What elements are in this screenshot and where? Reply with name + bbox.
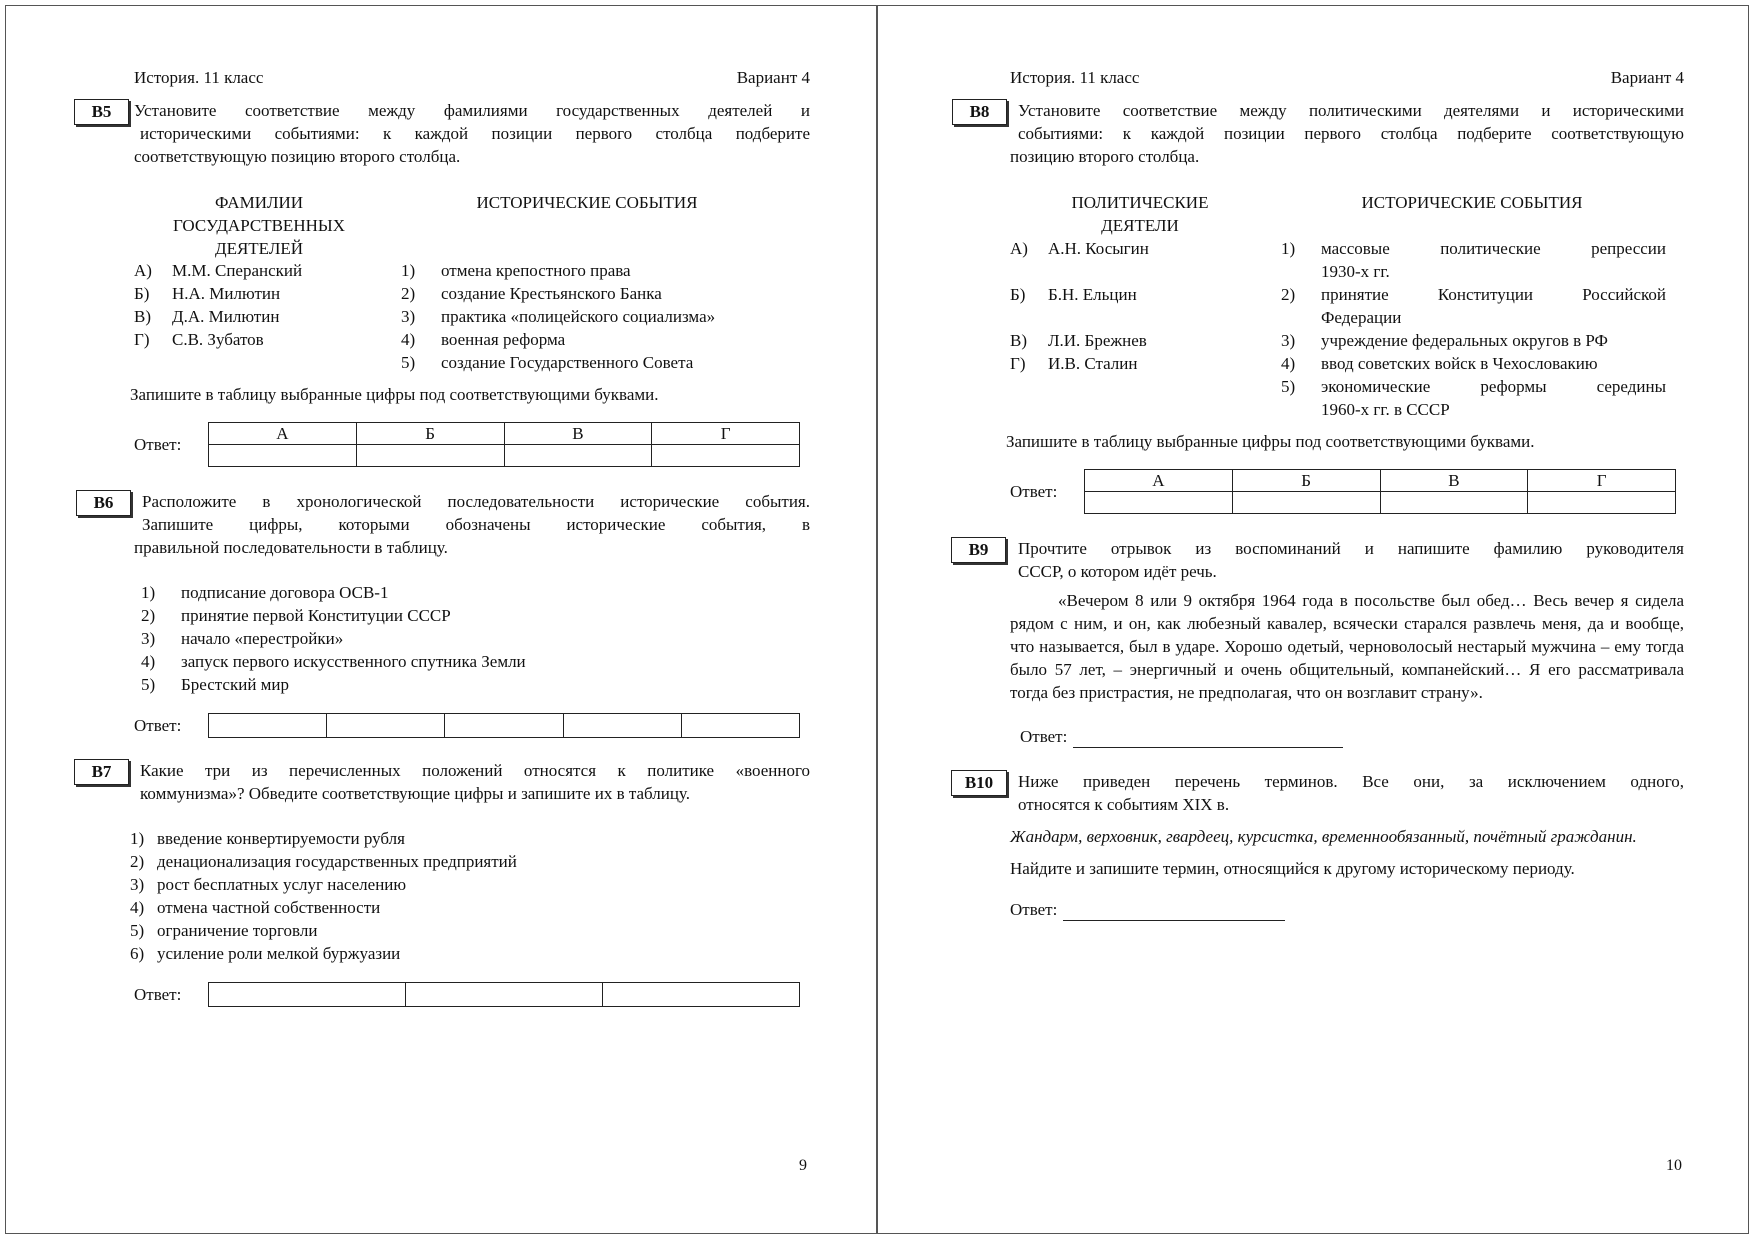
item-text: создание Крестьянского Банка: [441, 284, 662, 303]
answer-cell[interactable]: [504, 445, 652, 467]
answer-cell[interactable]: [1380, 492, 1528, 514]
answer-cell[interactable]: [209, 714, 327, 738]
item-name: Д.А. Милютин: [172, 307, 280, 326]
task-b8: [969, 99, 1684, 514]
right-page-content: [964, 66, 1684, 921]
list-item: [1281, 237, 1666, 283]
item-text: запуск первого искусственного спутника Земли: [181, 652, 526, 671]
item-text: Брестский мир: [181, 675, 290, 694]
b5-match-lists: [134, 259, 810, 374]
task-b9-text: [1010, 537, 1684, 583]
answer-cell[interactable]: [1528, 492, 1676, 514]
item-text-line: принятие Конституции Российской: [1321, 285, 1666, 304]
answer-label: Ответ:: [1010, 482, 1058, 501]
item-number: 4): [401, 330, 416, 349]
task-b5-text: [134, 99, 810, 168]
task-b9: [968, 537, 1684, 748]
answer-col-header: Г: [1528, 470, 1676, 492]
b8-match-lists: [1010, 237, 1684, 421]
task-text-line: относятся к событиям XIX в.: [1018, 795, 1230, 814]
item-text: учреждение федеральных округов в РФ: [1321, 331, 1608, 350]
item-number: 2): [1281, 285, 1296, 304]
col-head-line: ПОЛИТИЧЕСКИЕ: [1071, 193, 1209, 212]
item-text: [1321, 283, 1666, 329]
answer-cell[interactable]: [603, 983, 800, 1007]
item-text: ввод советских войск в Чехословакию: [1321, 354, 1598, 373]
item-number: 5): [130, 921, 145, 940]
b6-answer-table: [208, 713, 800, 738]
task-text-line: историческими событиями: к каждой позиции первого столбца подберите: [140, 124, 810, 143]
task-b7: [91, 759, 810, 1007]
list-item: [141, 604, 810, 627]
task-b8-text: [1010, 99, 1684, 168]
subject-label: История. 11 класс: [1010, 68, 1140, 87]
task-id-b8: B8: [952, 99, 1007, 125]
item-text: усиление роли мелкой буржуазии: [157, 944, 401, 963]
answer-col-header: А: [209, 423, 357, 445]
answer-cell[interactable]: [327, 714, 445, 738]
item-number: 3): [401, 307, 416, 326]
b8-instruction: Запишите в таблицу выбранные цифры под соответствующими буквами.: [1006, 432, 1535, 451]
task-id-b6: B6: [76, 490, 131, 516]
b8-answer: [1010, 469, 1684, 514]
answer-cell[interactable]: [1232, 492, 1380, 514]
item-text: введение конвертируемости рубля: [157, 829, 405, 848]
b7-answer: [134, 982, 810, 1007]
item-letter: А): [1010, 239, 1028, 258]
answer-col-header: В: [1380, 470, 1528, 492]
answer-label: Ответ:: [134, 985, 182, 1004]
list-item: [130, 896, 810, 919]
left-page-content: [91, 66, 810, 1007]
subject-label: История. 11 класс: [134, 68, 264, 87]
list-item: [1281, 329, 1666, 352]
page-header: [1010, 66, 1684, 89]
item-name: А.Н. Косыгин: [1048, 239, 1149, 258]
item-text: [1321, 237, 1666, 283]
list-item: [401, 282, 715, 305]
item-text-line: массовые политические репрессии: [1321, 239, 1666, 258]
b10-terms: Жандарм, верховник, гвардеец, курсистка, временнообязанный, почётный гражданин.: [1010, 827, 1637, 846]
list-item: [401, 305, 715, 328]
item-text: подписание договора ОСВ-1: [181, 583, 389, 602]
list-item: [134, 305, 302, 328]
task-text-line: Ниже приведен перечень терминов. Все они, за исключением одного,: [1018, 772, 1684, 791]
task-text-line: Установите соответствие между политическими деятелями и историческими: [1018, 101, 1684, 120]
item-text: денационализация государственных предприятий: [157, 852, 517, 871]
list-item: [130, 850, 810, 873]
item-text-line: экономические реформы середины: [1321, 377, 1666, 396]
list-item: [141, 581, 810, 604]
variant-label: Вариант 4: [1610, 68, 1684, 87]
answer-cell[interactable]: [406, 983, 603, 1007]
item-number: 5): [141, 675, 156, 694]
item-text: отмена частной собственности: [157, 898, 381, 917]
item-number: 5): [1281, 377, 1296, 396]
item-text-line: Федерации: [1321, 308, 1402, 327]
b5-right-list: [401, 259, 715, 374]
list-item: [1010, 237, 1250, 283]
b5-answer: [134, 422, 810, 467]
page-header: [134, 66, 810, 89]
answer-cell[interactable]: [209, 445, 357, 467]
task-id-b5: B5: [74, 99, 129, 125]
col-head-line: ГОСУДАРСТВЕННЫХ: [173, 216, 345, 235]
task-text-line: коммунизма»? Обведите соответствующие цифры и запишите их в таблицу.: [140, 784, 690, 803]
list-item: [141, 673, 810, 696]
item-text: ограничение торговли: [157, 921, 318, 940]
list-item: [134, 259, 302, 282]
item-text: рост бесплатных услуг населению: [157, 875, 407, 894]
b10-answer: [1010, 898, 1684, 921]
item-text: практика «полицейского социализма»: [441, 307, 716, 326]
answer-blank[interactable]: [1073, 730, 1343, 748]
answer-col-header: В: [504, 423, 652, 445]
answer-cell[interactable]: [1085, 492, 1233, 514]
answer-cell[interactable]: [209, 983, 406, 1007]
list-item: [401, 259, 715, 282]
answer-label: Ответ:: [134, 435, 182, 454]
b6-answer: [134, 713, 810, 738]
b9-quote: «Вечером 8 или 9 октября 1964 года в посольстве был обед… Весь вечер я сидела рядом с ним, и он, как любезный кавалер, всячески старался развлечь меня, да и вообще, что называется, был в ударе. Хорошо одетый, черноволосый нестарый мужчина – ему тогда было 57 лет, – энергичный и очень общительный, компанейский… Я его рассматривала тогда без пристрастия, не предполагая, что он возглавит страну».: [1010, 591, 1684, 702]
b8-col2-head: ИСТОРИЧЕСКИЕ СОБЫТИЯ: [1361, 193, 1583, 212]
col-head-line: ФАМИЛИИ: [214, 193, 304, 212]
task-id-b9: B9: [951, 537, 1006, 563]
task-text-line: соответствующую позицию второго столбца.: [134, 147, 461, 166]
task-b7-text: [134, 759, 810, 805]
task-b10-text: [1010, 770, 1684, 816]
answer-label: Ответ:: [1010, 900, 1058, 919]
item-name: И.В. Сталин: [1048, 354, 1138, 373]
item-name: М.М. Сперанский: [172, 261, 303, 280]
page-number: 10: [1666, 1157, 1682, 1174]
task-text-line: событиями: к каждой позиции первого столбца подберите соответствующую: [1018, 124, 1684, 143]
answer-label: Ответ:: [1020, 727, 1068, 746]
item-number: 2): [141, 606, 156, 625]
b5-answer-table: [208, 422, 800, 467]
item-letter: В): [134, 307, 151, 326]
answer-cell[interactable]: [652, 445, 800, 467]
list-item: [130, 919, 810, 942]
list-item: [401, 328, 715, 351]
task-b5: [91, 99, 810, 467]
item-number: 1): [401, 261, 416, 280]
item-text-line: 1960-х гг. в СССР: [1321, 400, 1450, 419]
item-letter: Б): [134, 284, 150, 303]
answer-label: Ответ:: [134, 716, 182, 735]
list-item: [130, 873, 810, 896]
b5-left-list: [134, 190, 302, 351]
item-letter: Б): [1010, 285, 1026, 304]
task-id-b10: B10: [951, 770, 1007, 796]
b9-answer: [1020, 725, 1684, 748]
answer-cell[interactable]: [356, 445, 504, 467]
answer-col-header: А: [1085, 470, 1233, 492]
item-number: 1): [130, 829, 145, 848]
task-id-b7: B7: [74, 759, 129, 785]
item-number: 1): [1281, 239, 1296, 258]
item-text: военная реформа: [441, 330, 566, 349]
task-text-line: Какие три из перечисленных положений относятся к политике «военного: [140, 761, 810, 780]
item-number: 5): [401, 353, 416, 372]
b8-column-headers: [1010, 191, 1684, 237]
item-name: Л.И. Брежнев: [1048, 331, 1147, 350]
item-number: 3): [141, 629, 156, 648]
item-letter: Г): [134, 330, 150, 349]
left-page: [5, 5, 877, 1234]
page-number: 9: [799, 1157, 807, 1174]
item-text-line: 1930-х гг.: [1321, 262, 1390, 281]
item-number: 4): [141, 652, 156, 671]
list-item: [1010, 329, 1250, 352]
item-name: С.В. Зубатов: [172, 330, 264, 349]
b5-col2-head: ИСТОРИЧЕСКИЕ СОБЫТИЯ: [476, 193, 698, 212]
item-number: 3): [130, 875, 145, 894]
item-text: [1321, 375, 1666, 421]
item-letter: А): [134, 261, 152, 280]
list-item: [1281, 283, 1666, 329]
task-b6: [93, 490, 810, 738]
answer-blank[interactable]: [1063, 903, 1285, 921]
col-head-line: ДЕЯТЕЛИ: [1101, 216, 1179, 235]
list-item: [1281, 352, 1666, 375]
right-page: [877, 5, 1749, 1234]
item-text: отмена крепостного права: [441, 261, 631, 280]
item-number: 2): [130, 852, 145, 871]
b8-right-list: [1281, 237, 1666, 421]
b8-left-list: [1010, 237, 1250, 375]
col-head-line: ДЕЯТЕЛЕЙ: [214, 239, 304, 258]
task-text-line: СССР, о котором идёт речь.: [1018, 562, 1217, 581]
item-text: принятие первой Конституции СССР: [181, 606, 451, 625]
list-item: [141, 650, 810, 673]
list-item: [130, 827, 810, 850]
answer-col-header: Г: [652, 423, 800, 445]
list-item: [1010, 352, 1250, 375]
list-item: [134, 328, 302, 351]
answer-cell[interactable]: [563, 714, 681, 738]
b8-col1-head: [1010, 191, 1270, 237]
item-name: Н.А. Милютин: [172, 284, 281, 303]
answer-cell[interactable]: [445, 714, 563, 738]
item-number: 3): [1281, 331, 1296, 350]
item-name: Б.Н. Ельцин: [1048, 285, 1137, 304]
b10-instruction: Найдите и запишите термин, относящийся к другому историческому периоду.: [1010, 859, 1575, 878]
b6-list: [141, 581, 810, 696]
b7-list: [130, 827, 810, 965]
item-text: создание Государственного Совета: [441, 353, 694, 372]
answer-cell[interactable]: [681, 714, 799, 738]
item-letter: Г): [1010, 354, 1026, 373]
task-text-line: правильной последовательности в таблицу.: [134, 538, 448, 557]
list-item: [401, 351, 715, 374]
item-letter: В): [1010, 331, 1027, 350]
b7-answer-table: [208, 982, 800, 1007]
variant-label: Вариант 4: [736, 68, 810, 87]
list-item: [1010, 283, 1250, 329]
item-text: начало «перестройки»: [181, 629, 344, 648]
item-number: 4): [130, 898, 145, 917]
item-number: 2): [401, 284, 416, 303]
answer-col-header: Б: [356, 423, 504, 445]
task-text-line: Запишите цифры, которыми обозначены исторические события, в: [142, 515, 810, 534]
item-number: 4): [1281, 354, 1296, 373]
list-item: [134, 282, 302, 305]
item-number: 6): [130, 944, 145, 963]
list-item: [1281, 375, 1666, 421]
task-b6-text: [134, 490, 810, 559]
task-text-line: Прочтите отрывок из воспоминаний и напишите фамилию руководителя: [1018, 539, 1684, 558]
task-text-line: Расположите в хронологической последовательности исторические события.: [142, 492, 810, 511]
list-item: [130, 942, 810, 965]
item-number: 1): [141, 583, 156, 602]
task-text-line: позицию второго столбца.: [1010, 147, 1200, 166]
b8-answer-table: [1084, 469, 1676, 514]
list-item: [141, 627, 810, 650]
b5-instruction: Запишите в таблицу выбранные цифры под соответствующими буквами.: [130, 385, 659, 404]
answer-col-header: Б: [1232, 470, 1380, 492]
task-text-line: Установите соответствие между фамилиями государственных деятелей и: [134, 101, 810, 120]
task-b10: [964, 770, 1684, 921]
